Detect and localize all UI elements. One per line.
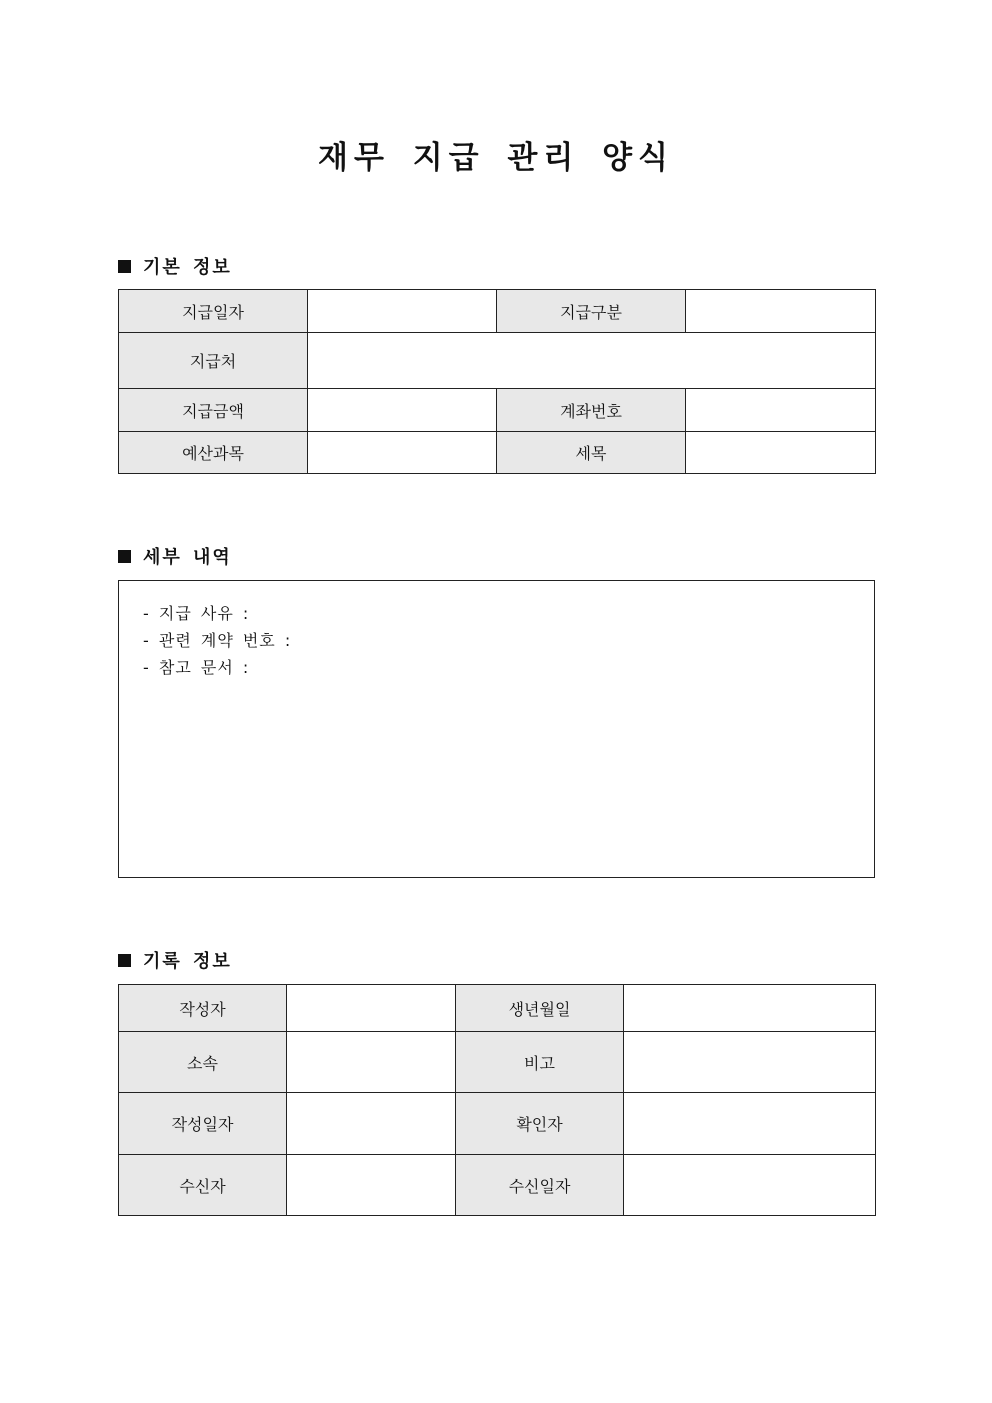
record-info-heading-text: 기록 정보 — [143, 951, 232, 972]
payment-type-field[interactable] — [686, 290, 876, 333]
sub-item-label: 세목 — [497, 432, 686, 474]
written-date-field[interactable] — [287, 1093, 456, 1155]
received-date-label: 수신일자 — [456, 1155, 624, 1216]
account-number-field[interactable] — [686, 389, 876, 432]
payee-field[interactable] — [308, 333, 876, 389]
department-field[interactable] — [287, 1032, 456, 1093]
remarks-field[interactable] — [624, 1032, 876, 1093]
account-number-label: 계좌번호 — [497, 389, 686, 432]
payment-type-label: 지급구분 — [497, 290, 686, 333]
basic-info-heading-text: 기본 정보 — [143, 257, 232, 278]
payment-date-label: 지급일자 — [119, 290, 308, 333]
department-label: 소속 — [119, 1032, 287, 1093]
basic-info-table — [118, 289, 876, 474]
square-bullet-icon — [118, 260, 131, 273]
birth-date-field[interactable] — [624, 985, 876, 1032]
confirmer-label: 확인자 — [456, 1093, 624, 1155]
received-date-field[interactable] — [624, 1155, 876, 1216]
budget-item-field[interactable] — [308, 432, 497, 474]
details-heading — [118, 543, 232, 569]
written-date-label: 작성일자 — [119, 1093, 287, 1155]
payment-reason-line: - 지급 사유 : — [143, 604, 250, 623]
payee-label: 지급처 — [119, 333, 308, 389]
remarks-label: 비고 — [456, 1032, 624, 1093]
recipient-field[interactable] — [287, 1155, 456, 1216]
record-info-heading — [118, 947, 232, 973]
birth-date-label: 생년월일 — [456, 985, 624, 1032]
reference-doc-line: - 참고 문서 : — [143, 658, 250, 677]
square-bullet-icon — [118, 550, 131, 563]
contract-number-line: - 관련 계약 번호 : — [143, 631, 292, 650]
author-field[interactable] — [287, 985, 456, 1032]
details-box[interactable] — [118, 580, 875, 878]
author-label: 작성자 — [119, 985, 287, 1032]
basic-info-heading — [118, 253, 232, 279]
page-title: 재무 지급 관리 양식 — [318, 140, 674, 176]
payment-amount-label: 지급금액 — [119, 389, 308, 432]
square-bullet-icon — [118, 954, 131, 967]
payment-amount-field[interactable] — [308, 389, 497, 432]
payment-date-field[interactable] — [308, 290, 497, 333]
budget-item-label: 예산과목 — [119, 432, 308, 474]
details-heading-text: 세부 내역 — [143, 547, 232, 568]
record-info-table — [118, 984, 876, 1216]
sub-item-field[interactable] — [686, 432, 876, 474]
confirmer-field[interactable] — [624, 1093, 876, 1155]
recipient-label: 수신자 — [119, 1155, 287, 1216]
